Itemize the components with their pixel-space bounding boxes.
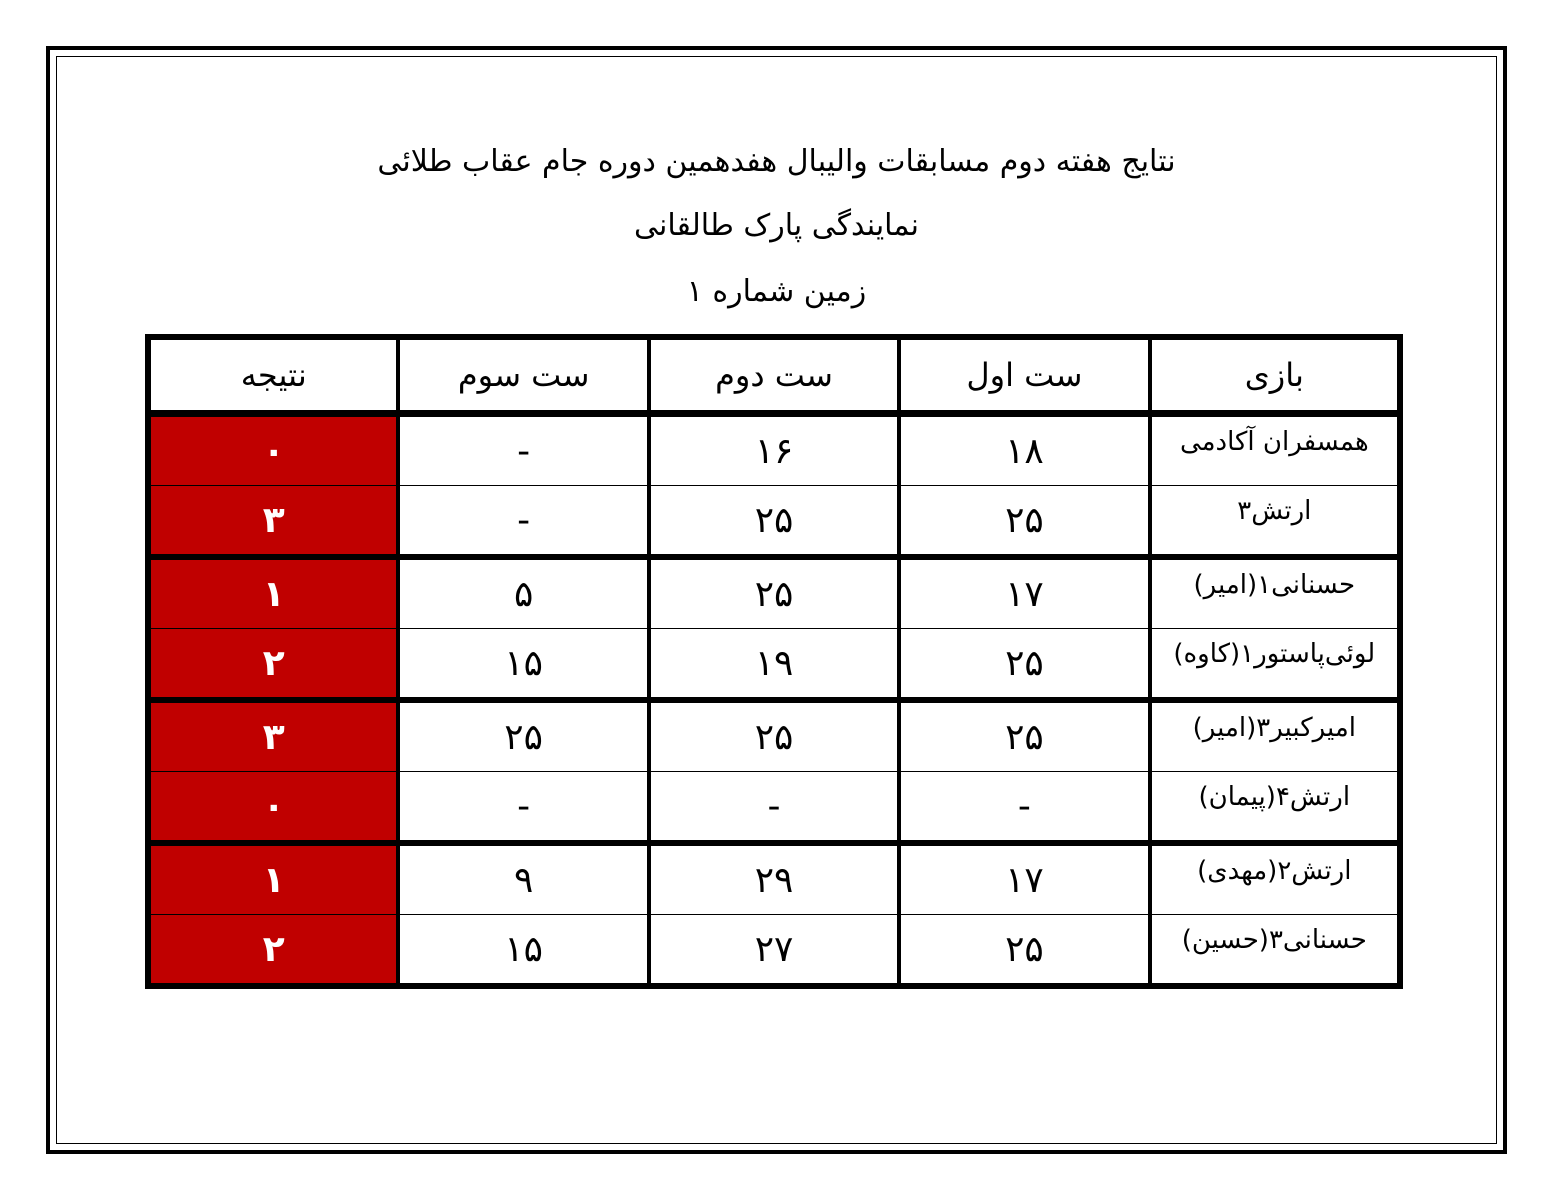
set3-score: ۵ [398,557,648,629]
set2-score: ۲۵ [649,700,899,772]
results-table [145,334,1403,989]
header-row [148,337,1400,414]
team-name: امیرکبیر۳(امیر) [1150,700,1400,772]
set2-score: ۲۹ [649,843,899,915]
set1-score: ۱۷ [899,557,1149,629]
set2-score: ۲۵ [649,557,899,629]
header-result: نتیجه [148,337,398,414]
header-set2: ست دوم [649,337,899,414]
result-cell: ۳ [148,700,398,772]
team-name: حسنانی۱(امیر) [1150,557,1400,629]
set3-score: ۹ [398,843,648,915]
header-game: بازی [1150,337,1400,414]
table-row [148,843,1400,915]
set1-score: ۱۸ [899,414,1149,486]
result-cell: ۱ [148,843,398,915]
set2-score: ۲۷ [649,915,899,987]
set3-score: ۱۵ [398,629,648,701]
result-cell: ۰ [148,414,398,486]
result-cell: ۲ [148,915,398,987]
table-row [148,629,1400,701]
result-cell: ۰ [148,772,398,844]
table-row [148,557,1400,629]
team-name: ارتش۲(مهدی) [1150,843,1400,915]
table-row [148,414,1400,486]
table-row [148,772,1400,844]
table-row [148,486,1400,558]
team-name: لوئی‌پاستور۱(کاوه) [1150,629,1400,701]
set1-score: ۲۵ [899,915,1149,987]
team-name: ارتش۴(پیمان) [1150,772,1400,844]
header-set1: ست اول [899,337,1149,414]
set1-score: - [899,772,1149,844]
result-cell: ۲ [148,629,398,701]
set2-score: ۱۹ [649,629,899,701]
set3-score: ۱۵ [398,915,648,987]
team-name: ارتش۳ [1150,486,1400,558]
result-cell: ۱ [148,557,398,629]
set3-score: - [398,486,648,558]
court-label: زمین شماره ۱ [686,274,867,309]
set1-score: ۲۵ [899,629,1149,701]
team-name: همسفران آکادمی [1150,414,1400,486]
table-row [148,700,1400,772]
document-subtitle: نمایندگی پارک طالقانی [634,208,919,243]
set1-score: ۱۷ [899,843,1149,915]
set3-score: - [398,772,648,844]
header-set3: ست سوم [398,337,648,414]
set2-score: ۱۶ [649,414,899,486]
document-title: نتایج هفته دوم مسابقات والیبال هفدهمین دوره جام عقاب طلائی [377,144,1176,179]
team-name: حسنانی۳(حسین) [1150,915,1400,987]
set1-score: ۲۵ [899,700,1149,772]
result-cell: ۳ [148,486,398,558]
set3-score: ۲۵ [398,700,648,772]
set1-score: ۲۵ [899,486,1149,558]
set2-score: - [649,772,899,844]
set3-score: - [398,414,648,486]
set2-score: ۲۵ [649,486,899,558]
table-row [148,915,1400,987]
